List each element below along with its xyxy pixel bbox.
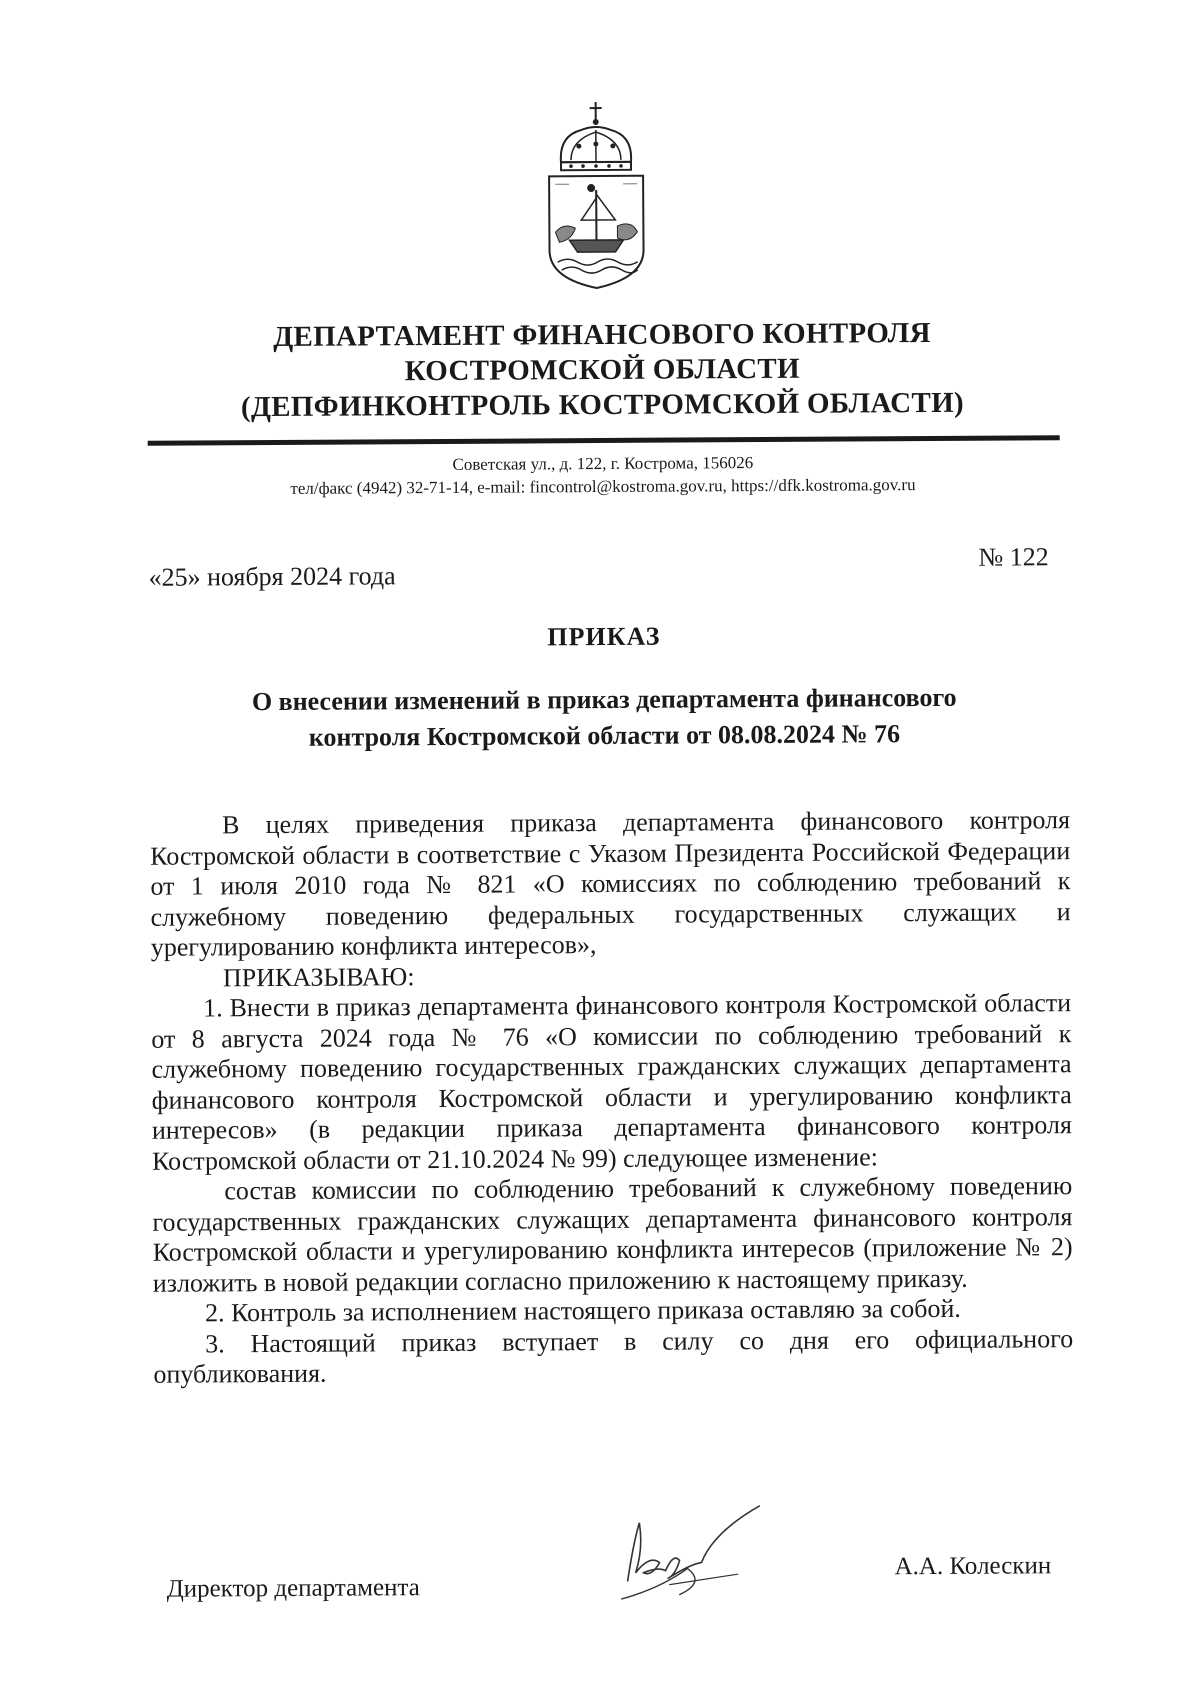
document-number: № 122 [978, 542, 1048, 572]
order-item-1: 1. Внести в приказ департамента финансового контроля Костромской области от 8 августа 2024 года № 76 «О комиссии по соблюдению требований к служебному поведению государственных гражданских служащих департамента финансового контроля Костромской области и урегулированию конфликта интересов» (в редакции приказа департамента финансового контроля Костромской области от 21.10.2024 № 99) следующее изменение: [151, 988, 1072, 1177]
subject-line-2: контроля Костромской области от 08.08.2024 № 76 [154, 715, 1054, 756]
signature-block [155, 1552, 1076, 1668]
address-line: Советская ул., д. 122, г. Кострома, 156026 [153, 449, 1053, 477]
org-line-1: ДЕПАРТАМЕНТ ФИНАНСОВОГО КОНТРОЛЯ [152, 315, 1052, 355]
organization-contacts [153, 449, 1053, 500]
subject-line-1: О внесении изменений в приказ департамента финансового [154, 679, 1054, 720]
document-subject [154, 679, 1054, 756]
order-item-1-change: состав комиссии по соблюдению требований к служебному поведению государственных гражданских служащих департамента финансового контроля Костромской области и урегулированию конфликта интересов (приложение № 2) изложить в новой редакции согласно приложению к настоящему приказу. [152, 1171, 1073, 1299]
order-command: ПРИКАЗЫВАЮ: [151, 958, 1071, 994]
org-line-2: КОСТРОМСКОЙ ОБЛАСТИ [152, 350, 1052, 390]
org-line-3: (ДЕПФИНКОНТРОЛЬ КОСТРОМСКОЙ ОБЛАСТИ) [152, 385, 1052, 425]
signer-name: А.А. Колескин [894, 1552, 1051, 1581]
preamble-paragraph: В целях приведения приказа департамента финансового контроля Костромской области в соответствие с Указом Президента Российской Федерации от 1 июля 2010 года № 821 «О комиссиях по соблюдению требований к служебному поведению федеральных государственных служащих и урегулированию конфликта интересов», [150, 805, 1071, 963]
order-item-3: 3. Настоящий приказ вступает в силу со дня его официального опубликования. [153, 1324, 1073, 1391]
document-type: ПРИКАЗ [154, 619, 1054, 654]
header-divider [148, 435, 1060, 446]
handwritten-signature-icon [609, 1502, 775, 1603]
organization-name [152, 315, 1053, 425]
signer-position: Директор департамента [167, 1574, 420, 1604]
document-date: «25» ноября 2024 года [148, 561, 395, 593]
coat-of-arms-icon [541, 100, 652, 291]
document-body [150, 805, 1074, 1390]
contacts-line: тел/факс (4942) 32-71-14, e-mail: fincontrol@kostroma.gov.ru, https://dfk.kostroma.gov.ru [153, 472, 1053, 500]
order-item-2: 2. Контроль за исполнением настоящего приказа оставляю за собой. [153, 1293, 1073, 1329]
